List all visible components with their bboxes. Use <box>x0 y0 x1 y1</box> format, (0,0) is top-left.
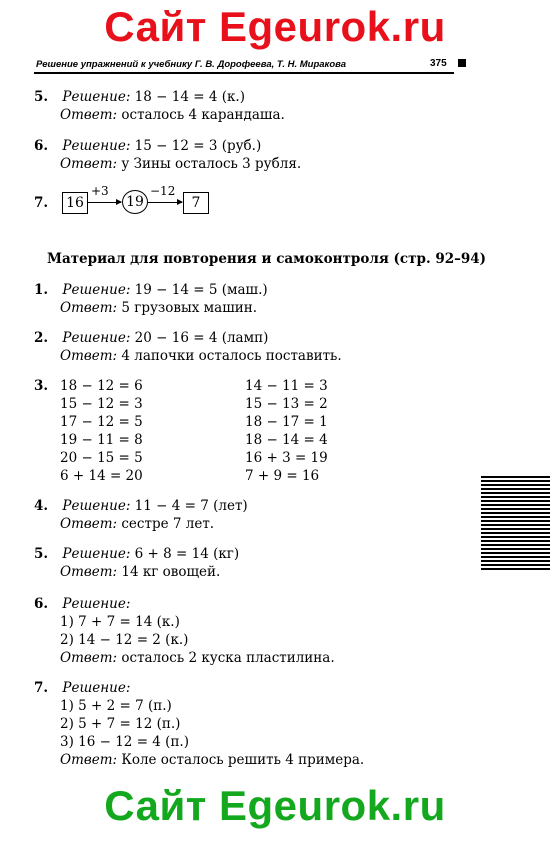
equation: 7 + 9 = 16 <box>245 468 320 484</box>
equation: 15 − 12 = 3 <box>60 396 143 412</box>
exercise-7b-solution: 7. Решение: <box>34 680 131 696</box>
exercise-6-solution: 6. Решение: 15 − 12 = 3 (руб.) <box>34 138 262 154</box>
exercise-4-answer: Ответ: сестре 7 лет. <box>60 516 215 532</box>
solution-step: 3) 16 − 12 = 4 (п.) <box>60 734 189 750</box>
exercise-6-answer: Ответ: у Зины осталось 3 рубля. <box>60 156 302 172</box>
equation: 15 − 13 = 2 <box>245 396 328 412</box>
chain-end-box: 7 <box>183 192 209 214</box>
exercise-5-answer: Ответ: осталось 4 карандаша. <box>60 107 285 123</box>
exercise-6b-solution: 6. Решение: <box>34 596 131 612</box>
chain-mid-circle: 19 <box>122 190 148 214</box>
chain-arrow-1 <box>87 202 121 203</box>
thumb-index-stripes <box>481 476 550 572</box>
exercise-7-number: 7. <box>34 195 49 211</box>
page-marker-square <box>458 59 466 67</box>
equation: 18 − 14 = 4 <box>245 432 328 448</box>
exercise-5b-answer: Ответ: 14 кг овощей. <box>60 564 221 580</box>
exercise-5b-solution: 5. Решение: 6 + 8 = 14 (кг) <box>34 546 240 562</box>
exercise-3-number: 3. <box>34 378 49 394</box>
exercise-2-solution: 2. Решение: 20 − 16 = 4 (ламп) <box>34 330 269 346</box>
exercise-6b-answer: Ответ: осталось 2 куска пластилина. <box>60 650 335 666</box>
equation: 18 − 12 = 6 <box>60 378 143 394</box>
running-header: Решение упражнений к учебнику Г. В. Дорофеева, Т. Н. Миракова <box>36 59 347 70</box>
equation: 17 − 12 = 5 <box>60 414 143 430</box>
exercise-4-solution: 4. Решение: 11 − 4 = 7 (лет) <box>34 498 248 514</box>
exercise-2-answer: Ответ: 4 лапочки осталось поставить. <box>60 348 342 364</box>
page-number: 375 <box>430 58 447 69</box>
exercise-1-answer: Ответ: 5 грузовых машин. <box>60 300 258 316</box>
solution-step: 2) 5 + 7 = 12 (п.) <box>60 716 181 732</box>
chain-op1-label: +3 <box>91 184 109 198</box>
exercise-3-right-column <box>245 377 328 485</box>
equation: 19 − 11 = 8 <box>60 432 143 448</box>
exercise-5-solution: 5. Решение: 18 − 14 = 4 (к.) <box>34 89 245 105</box>
exercise-1-solution: 1. Решение: 19 − 14 = 5 (маш.) <box>34 282 268 298</box>
equation: 20 − 15 = 5 <box>60 450 143 466</box>
solution-step: 2) 14 − 12 = 2 (к.) <box>60 632 189 648</box>
exercise-7b-answer: Ответ: Коле осталось решить 4 примера. <box>60 752 365 768</box>
equation: 6 + 14 = 20 <box>60 468 143 484</box>
chain-start-box: 16 <box>62 192 88 214</box>
equation: 14 − 11 = 3 <box>245 378 328 394</box>
solution-step: 1) 7 + 7 = 14 (к.) <box>60 614 180 630</box>
site-banner-top: Сайт Egeurok.ru <box>104 3 446 50</box>
chain-arrow-2 <box>147 202 182 203</box>
equation: 18 − 17 = 1 <box>245 414 328 430</box>
site-banner-bottom: Сайт Egeurok.ru <box>104 782 446 829</box>
exercise-3-left-column <box>60 377 143 485</box>
equation: 16 + 3 = 19 <box>245 450 328 466</box>
header-rule <box>34 72 454 74</box>
section-title: Материал для повторения и самоконтроля (стр. 92–94) <box>47 251 487 267</box>
solution-step: 1) 5 + 2 = 7 (п.) <box>60 698 172 714</box>
exercise-6b-steps <box>60 613 335 667</box>
chain-op2-label: −12 <box>150 184 176 198</box>
exercise-7b-steps <box>60 697 364 769</box>
